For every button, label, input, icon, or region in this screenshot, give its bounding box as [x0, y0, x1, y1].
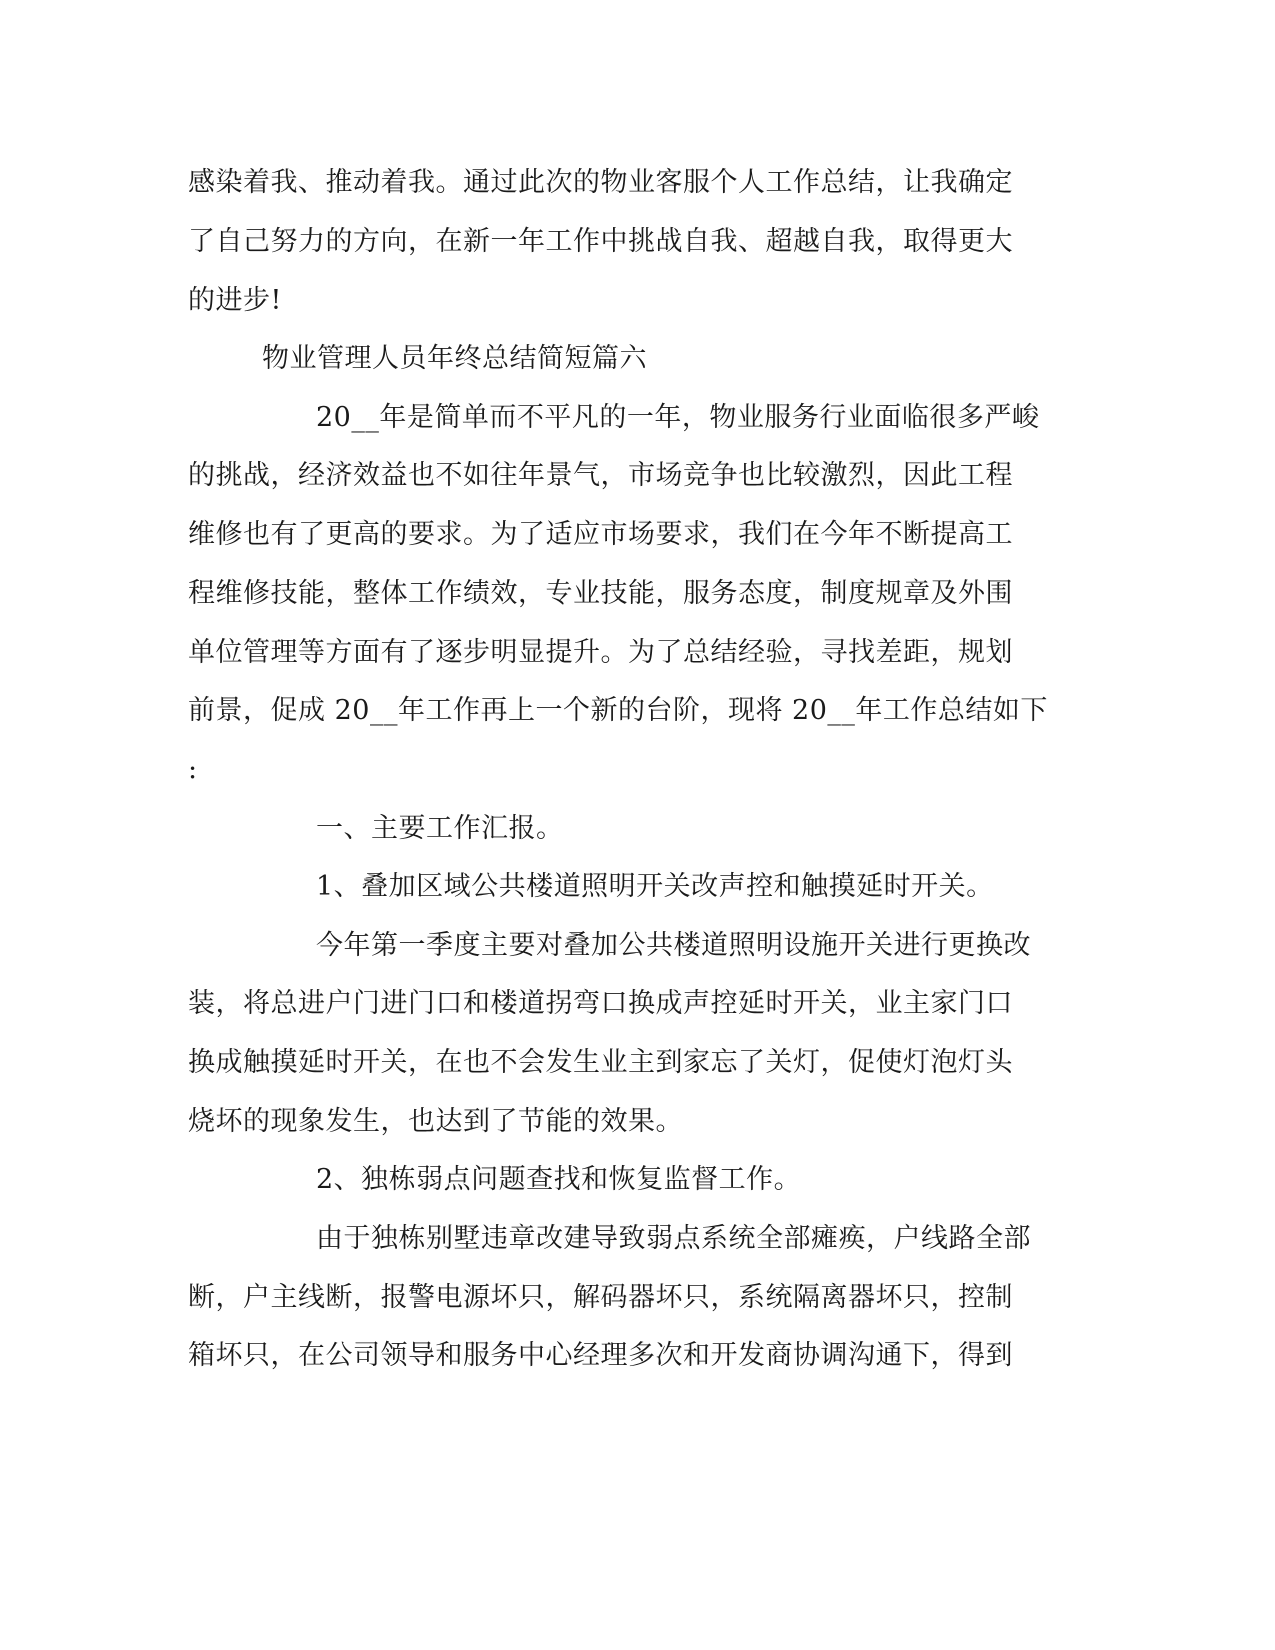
- paragraph-line: 的挑战，经济效益也不如往年景气，市场竞争也比较激烈，因此工程: [188, 460, 1013, 491]
- paragraph-line: 今年第一季度主要对叠加公共楼道照明设施开关进行更换改: [316, 930, 1031, 961]
- paragraph-line: 断，户主线断，报警电源坏只，解码器坏只，系统隔离器坏只，控制: [188, 1282, 1013, 1313]
- paragraph-line: 换成触摸延时开关，在也不会发生业主到家忘了关灯，促使灯泡灯头: [188, 1047, 1013, 1078]
- paragraph-line: 烧坏的现象发生，也达到了节能的效果。: [188, 1106, 683, 1137]
- list-item-heading: 1、叠加区域公共楼道照明开关改声控和触摸延时开关。: [316, 871, 994, 902]
- list-item-heading: 2、独栋弱点问题查找和恢复监督工作。: [316, 1164, 802, 1195]
- paragraph-line: 维修也有了更高的要求。为了适应市场要求，我们在今年不断提高工: [188, 519, 1013, 550]
- paragraph-line: 装，将总进户门进门口和楼道拐弯口换成声控延时开关，业主家门口: [188, 988, 1013, 1019]
- paragraph-line: 程维修技能，整体工作绩效，专业技能，服务态度，制度规章及外围: [188, 578, 1013, 609]
- paragraph-line: 感染着我、推动着我。通过此次的物业客服个人工作总结，让我确定: [188, 167, 1013, 198]
- paragraph-line: 的进步!: [188, 285, 282, 316]
- section-heading: 物业管理人员年终总结简短篇六: [262, 343, 647, 374]
- paragraph-line: :: [188, 754, 198, 785]
- paragraph-line: 单位管理等方面有了逐步明显提升。为了总结经验，寻找差距，规划: [188, 637, 1013, 668]
- paragraph-line: 20__年是简单而不平凡的一年，物业服务行业面临很多严峻: [316, 402, 1040, 433]
- paragraph-line: 了自己努力的方向，在新一年工作中挑战自我、超越自我，取得更大: [188, 226, 1013, 257]
- list-heading: 一、主要工作汇报。: [316, 813, 564, 844]
- paragraph-line: 箱坏只，在公司领导和服务中心经理多次和开发商协调沟通下，得到: [188, 1340, 1013, 1371]
- paragraph-line: 前景，促成 20__年工作再上一个新的台阶，现将 20__年工作总结如下: [188, 695, 1048, 726]
- paragraph-line: 由于独栋别墅违章改建导致弱点系统全部瘫痪，户线路全部: [316, 1223, 1031, 1254]
